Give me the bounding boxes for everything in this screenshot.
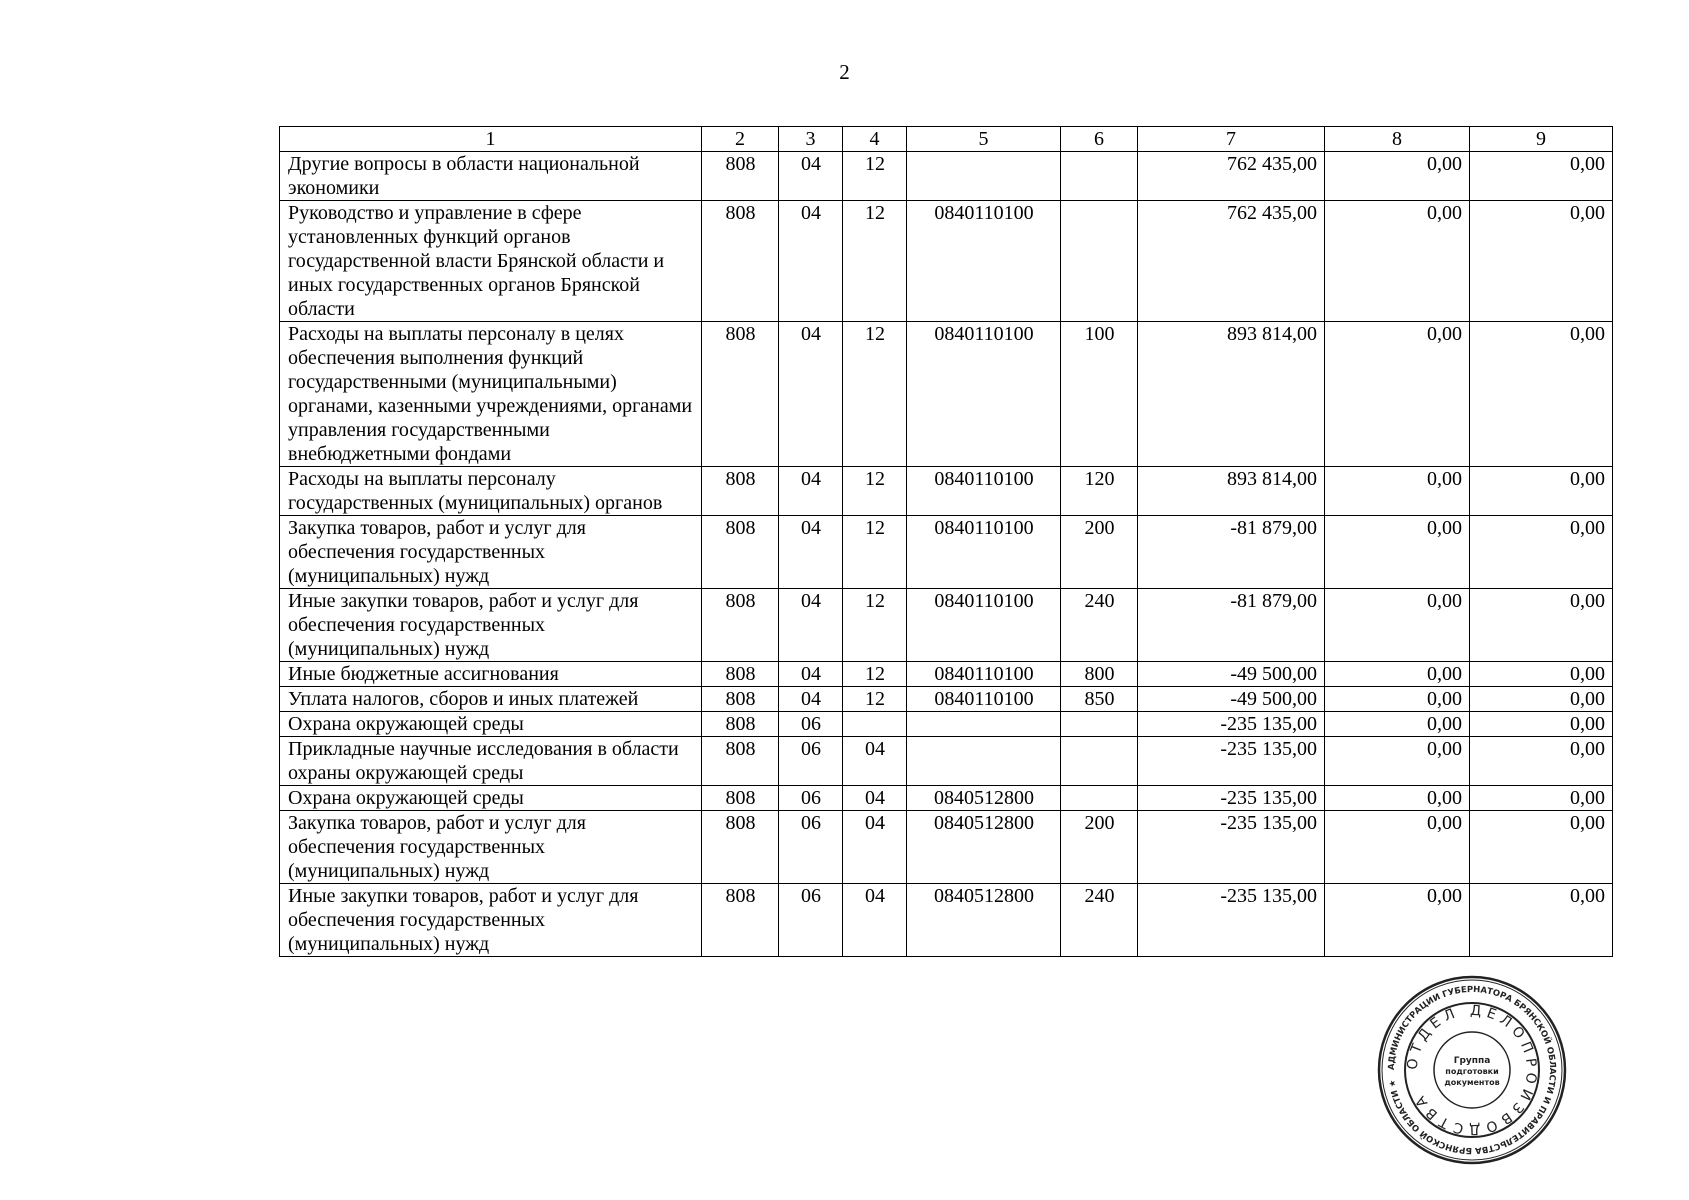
row-amount-7: 893 814,00	[1138, 322, 1325, 467]
row-amount-9: 0,00	[1470, 737, 1613, 786]
row-code-2: 808	[702, 737, 779, 786]
row-amount-8: 0,00	[1325, 201, 1470, 322]
row-code-6: 850	[1061, 687, 1138, 712]
header-cell: 9	[1470, 127, 1613, 152]
row-code-6: 100	[1061, 322, 1138, 467]
row-amount-7: -235 135,00	[1138, 811, 1325, 884]
header-cell: 4	[843, 127, 907, 152]
row-amount-8: 0,00	[1325, 467, 1470, 516]
row-code-4: 04	[843, 811, 907, 884]
row-code-5: 0840110100	[907, 516, 1061, 589]
row-label: Иные закупки товаров, работ и услуг для обеспечения государственных (муниципальных) нужд	[280, 589, 702, 662]
table-row	[280, 467, 1613, 516]
row-code-5: 0840110100	[907, 467, 1061, 516]
row-label: Расходы на выплаты персоналу государственных (муниципальных) органов	[280, 467, 702, 516]
table-row	[280, 786, 1613, 811]
table-row	[280, 152, 1613, 201]
row-code-6	[1061, 737, 1138, 786]
official-stamp	[1377, 975, 1567, 1165]
row-amount-8: 0,00	[1325, 737, 1470, 786]
table-row	[280, 712, 1613, 737]
row-label: Охрана окружающей среды	[280, 712, 702, 737]
row-amount-8: 0,00	[1325, 884, 1470, 957]
row-amount-8: 0,00	[1325, 662, 1470, 687]
row-amount-9: 0,00	[1470, 467, 1613, 516]
row-code-6	[1061, 712, 1138, 737]
header-cell: 1	[280, 127, 702, 152]
budget-table	[279, 126, 1613, 957]
table-row	[280, 884, 1613, 957]
row-code-3: 06	[779, 737, 843, 786]
row-code-6: 240	[1061, 884, 1138, 957]
row-code-3: 04	[779, 201, 843, 322]
row-code-2: 808	[702, 201, 779, 322]
row-label: Руководство и управление в сфере установленных функций органов государственной власти Брянской области и иных государственных органов Брянской области	[280, 201, 702, 322]
svg-text:документов: документов	[1444, 1078, 1500, 1087]
row-code-4: 12	[843, 687, 907, 712]
row-code-4: 12	[843, 201, 907, 322]
row-amount-9: 0,00	[1470, 201, 1613, 322]
row-code-6: 120	[1061, 467, 1138, 516]
table-row	[280, 322, 1613, 467]
row-amount-7: -235 135,00	[1138, 786, 1325, 811]
table-header-row	[280, 127, 1613, 152]
row-amount-9: 0,00	[1470, 152, 1613, 201]
row-label: Прикладные научные исследования в области охраны окружающей среды	[280, 737, 702, 786]
row-label: Закупка товаров, работ и услуг для обеспечения государственных (муниципальных) нужд	[280, 516, 702, 589]
row-code-5: 0840110100	[907, 322, 1061, 467]
row-code-5: 0840512800	[907, 786, 1061, 811]
row-code-6: 240	[1061, 589, 1138, 662]
row-code-5: 0840512800	[907, 884, 1061, 957]
row-amount-9: 0,00	[1470, 516, 1613, 589]
svg-text:подготовки: подготовки	[1445, 1067, 1499, 1076]
table-row	[280, 811, 1613, 884]
row-amount-7: 893 814,00	[1138, 467, 1325, 516]
header-cell: 6	[1061, 127, 1138, 152]
row-code-3: 06	[779, 811, 843, 884]
row-amount-9: 0,00	[1470, 662, 1613, 687]
row-code-2: 808	[702, 152, 779, 201]
svg-text:Группа: Группа	[1453, 1056, 1491, 1066]
row-code-6: 200	[1061, 516, 1138, 589]
row-code-4: 12	[843, 589, 907, 662]
row-amount-9: 0,00	[1470, 811, 1613, 884]
row-code-6	[1061, 786, 1138, 811]
table-row	[280, 201, 1613, 322]
row-label: Иные бюджетные ассигнования	[280, 662, 702, 687]
row-code-4: 12	[843, 662, 907, 687]
row-code-2: 808	[702, 687, 779, 712]
row-code-5	[907, 712, 1061, 737]
row-code-5: 0840110100	[907, 662, 1061, 687]
header-cell: 3	[779, 127, 843, 152]
row-amount-9: 0,00	[1470, 687, 1613, 712]
row-amount-9: 0,00	[1470, 712, 1613, 737]
row-code-2: 808	[702, 322, 779, 467]
row-amount-9: 0,00	[1470, 884, 1613, 957]
header-cell: 5	[907, 127, 1061, 152]
row-amount-8: 0,00	[1325, 322, 1470, 467]
row-amount-9: 0,00	[1470, 786, 1613, 811]
row-code-4: 12	[843, 152, 907, 201]
row-label: Иные закупки товаров, работ и услуг для обеспечения государственных (муниципальных) нужд	[280, 884, 702, 957]
row-code-2: 808	[702, 712, 779, 737]
row-code-6	[1061, 201, 1138, 322]
row-amount-8: 0,00	[1325, 152, 1470, 201]
row-code-2: 808	[702, 467, 779, 516]
row-label: Расходы на выплаты персоналу в целях обеспечения выполнения функций государственными (муниципальными) органами, казенными учреждениями, органами управления государственными внебюджетными фондами	[280, 322, 702, 467]
row-code-3: 06	[779, 884, 843, 957]
row-code-6: 200	[1061, 811, 1138, 884]
header-cell: 2	[702, 127, 779, 152]
row-code-6	[1061, 152, 1138, 201]
row-label: Охрана окружающей среды	[280, 786, 702, 811]
row-code-2: 808	[702, 786, 779, 811]
row-label: Закупка товаров, работ и услуг для обеспечения государственных (муниципальных) нужд	[280, 811, 702, 884]
row-code-3: 06	[779, 786, 843, 811]
row-code-3: 04	[779, 662, 843, 687]
row-code-5	[907, 737, 1061, 786]
row-code-4: 12	[843, 322, 907, 467]
row-amount-7: -49 500,00	[1138, 687, 1325, 712]
row-amount-8: 0,00	[1325, 589, 1470, 662]
svg-text:АДМИНИСТРАЦИИ ГУБЕРНАТОРА БРЯН: АДМИНИСТРАЦИИ ГУБЕРНАТОРА БРЯНСКОЙ ОБЛАСТИ И ПРАВИТЕЛЬСТВА БРЯНСКОЙ ОБЛАСТИ ★	[1386, 984, 1558, 1156]
row-code-4: 12	[843, 467, 907, 516]
row-code-3: 04	[779, 516, 843, 589]
row-code-4	[843, 712, 907, 737]
row-code-5: 0840110100	[907, 687, 1061, 712]
row-code-3: 04	[779, 687, 843, 712]
row-amount-8: 0,00	[1325, 786, 1470, 811]
row-label: Другие вопросы в области национальной экономики	[280, 152, 702, 201]
row-code-6: 800	[1061, 662, 1138, 687]
row-code-4: 04	[843, 786, 907, 811]
row-amount-7: -81 879,00	[1138, 589, 1325, 662]
row-code-4: 04	[843, 884, 907, 957]
row-amount-7: -81 879,00	[1138, 516, 1325, 589]
row-amount-7: -49 500,00	[1138, 662, 1325, 687]
row-code-5	[907, 152, 1061, 201]
row-code-3: 04	[779, 322, 843, 467]
table-row	[280, 737, 1613, 786]
row-code-2: 808	[702, 811, 779, 884]
row-code-2: 808	[702, 884, 779, 957]
row-amount-8: 0,00	[1325, 712, 1470, 737]
row-code-2: 808	[702, 516, 779, 589]
row-code-4: 04	[843, 737, 907, 786]
table-row	[280, 589, 1613, 662]
row-amount-9: 0,00	[1470, 322, 1613, 467]
page-number: 2	[839, 60, 850, 84]
row-code-3: 04	[779, 589, 843, 662]
table-row	[280, 687, 1613, 712]
table-row	[280, 662, 1613, 687]
row-code-2: 808	[702, 589, 779, 662]
row-amount-7: 762 435,00	[1138, 152, 1325, 201]
row-code-3: 06	[779, 712, 843, 737]
row-amount-7: -235 135,00	[1138, 884, 1325, 957]
header-cell: 8	[1325, 127, 1470, 152]
row-amount-9: 0,00	[1470, 589, 1613, 662]
row-code-3: 04	[779, 152, 843, 201]
row-amount-8: 0,00	[1325, 687, 1470, 712]
row-code-4: 12	[843, 516, 907, 589]
row-amount-7: -235 135,00	[1138, 737, 1325, 786]
row-label: Уплата налогов, сборов и иных платежей	[280, 687, 702, 712]
header-cell: 7	[1138, 127, 1325, 152]
row-code-5: 0840110100	[907, 589, 1061, 662]
row-amount-8: 0,00	[1325, 516, 1470, 589]
row-code-5: 0840512800	[907, 811, 1061, 884]
row-code-5: 0840110100	[907, 201, 1061, 322]
row-amount-7: 762 435,00	[1138, 201, 1325, 322]
svg-text:ОТДЕЛ ДЕЛОПРОИЗВОДСТВА: ОТДЕЛ ДЕЛОПРОИЗВОДСТВА	[1404, 1002, 1540, 1138]
row-amount-8: 0,00	[1325, 811, 1470, 884]
table-row	[280, 516, 1613, 589]
row-code-2: 808	[702, 662, 779, 687]
row-amount-7: -235 135,00	[1138, 712, 1325, 737]
row-code-3: 04	[779, 467, 843, 516]
